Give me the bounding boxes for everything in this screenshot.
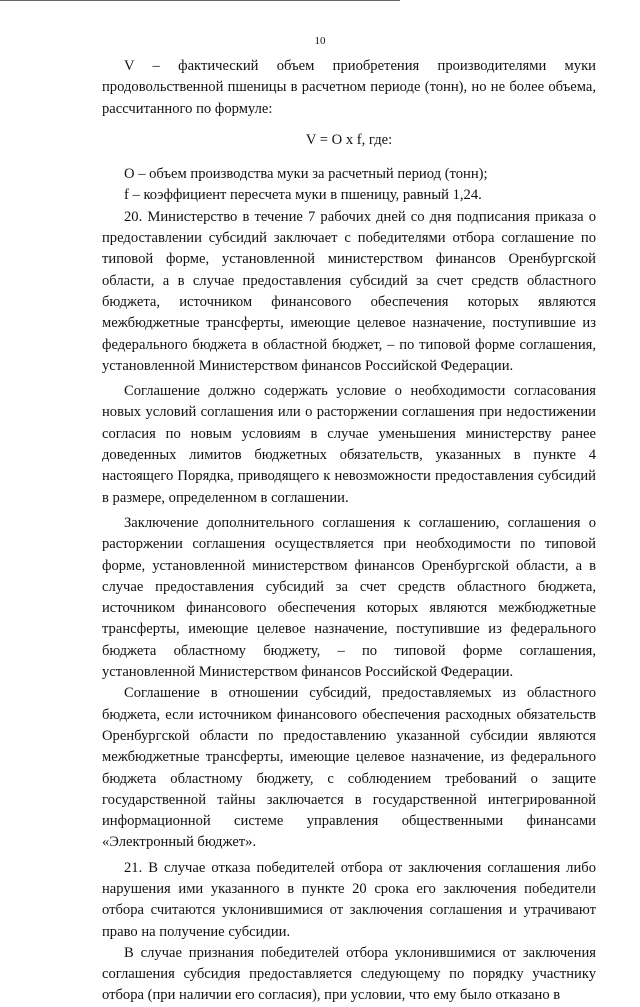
paragraph-evasion: В случае признания победителей отбора уклонившимися от заключения соглашения субсидия предоставляется следующему по порядку участнику отбора (при наличии его согласия), при условии, что ему было отказано в <box>102 944 596 1004</box>
paragraph-v-definition: V – фактический объем приобретения производителями муки продовольственной пшеницы в расчетном периоде (тонн), но не более объема, рассчитанного по формуле: <box>102 58 596 117</box>
paragraph-clause-20: 20. Министерство в течение 7 рабочих дней со дня подписания приказа о предоставлении субсидий заключает с победителями отбора соглашение по типовой форме, установленной министерством финансов Оренбургской области, а в случае предоставления субсидий за счет средств областного бюджета, источником финансового обеспечения которых являются межбюджетные трансферты, имеющие целевое назначение, поступившие из федерального бюджета в областной бюджет, – по типовой форме соглашения, установленной Министерством финансов Российской Федерации. <box>102 208 596 374</box>
page-number: 10 <box>314 35 326 47</box>
paragraph-electronic-budget: Соглашение в отношении субсидий, предоставляемых из областного бюджета, если источником финансового обеспечения расходных обязательств Оренбургской области по предоставлению указанной субсидии являются межбюджетные трансферты, имеющие целевое назначение, из федерального бюджета областному бюджету, с соблюдением требований о защите государственной тайны заключается в государственной интегрированной информационной системе управления общественными финансами «Электронный бюджет». <box>102 685 596 851</box>
document-body <box>102 56 596 1007</box>
paragraph-additional-agreement: Заключение дополнительного соглашения к соглашению, соглашения о расторжении соглашения осуществляется при необходимости по типовой форме, установленной министерством финансов Оренбургской области, а в случае предоставления субсидий за счет средств областного бюджета, источником финансового обеспечения которых являются межбюджетные трансферты, имеющие целевое назначение, поступившие из федерального бюджета областному бюджету, – по типовой форме соглашения, установленной Министерством финансов Российской Федерации. <box>102 514 596 681</box>
paragraph-f-definition: f – коэффициент пересчета муки в пшеницу, равный 1,24. <box>124 187 482 204</box>
paragraph-clause-21: 21. В случае отказа победителей отбора от заключения соглашения либо нарушения ими указанного в пункте 20 срока его заключения победители отбора считаются уклонившимися от заключения соглашения и утрачивают право на получение субсидии. <box>102 859 596 940</box>
paragraph-o-definition: O – объем производства муки за расчетный период (тонн); <box>124 166 488 183</box>
paragraph-agreement-conditions: Соглашение должно содержать условие о необходимости согласования новых условий соглашения или о расторжении соглашения при недостижении согласия по новым условиям в случае уменьшения министерству ранее доведенных лимитов бюджетных обязательств, указанных в пункте 4 настоящего Порядка, приводящего к невозможности предоставления субсидий в размере, определенном в соглашении. <box>102 383 596 506</box>
top-border-line <box>0 0 400 1</box>
formula: V = O x f, где: <box>305 131 393 148</box>
